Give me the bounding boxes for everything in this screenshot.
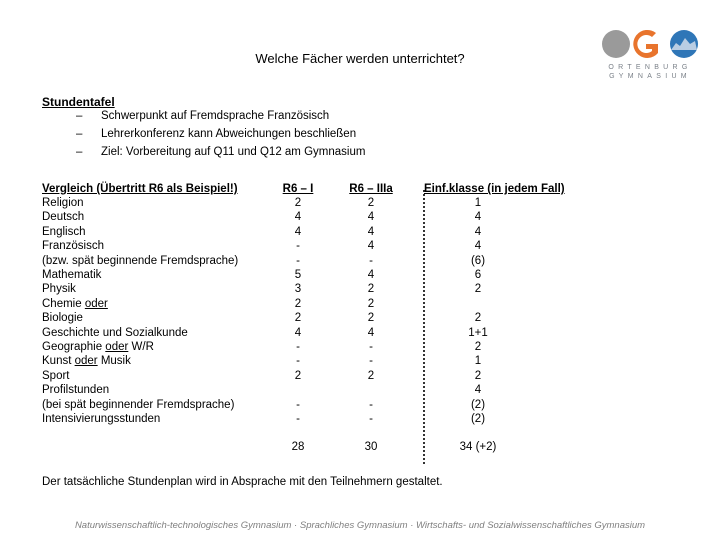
value-r6-i: 3 [294,283,302,296]
school-logo [600,25,700,80]
value-r6-i: 2 [294,197,302,209]
subject-oder: oder [105,341,129,353]
subject-cell: (bzw. spät beginnende Fremdsprache) [42,254,239,267]
footnote: Der tatsächliche Stundenplan wird in Absprache mit den Teilnehmern gestaltet. [42,476,443,488]
subject-cell: Mathematik [42,269,102,281]
value-r6-i: - [296,413,300,425]
value-r6-iiia: 4 [367,326,375,339]
logo-letters-graphic [600,25,700,63]
value-r6-i: 2 [294,297,302,310]
subject-oder: oder [84,297,108,310]
value-r6-i: 4 [294,326,302,339]
value-einfuehrungsklasse: 4 [474,211,482,224]
subject-cell: Intensivierungsstunden [42,413,161,425]
bullet-text: Lehrerkonferenz kann Abweichungen beschließen [101,128,357,140]
value-einfuehrungsklasse: 1+1 [468,326,488,339]
subject-cell: Religion [42,197,84,209]
value-r6-iiia: 4 [367,240,375,253]
value-r6-iiia: 2 [367,283,375,296]
value-einfuehrungsklasse: 2 [474,283,482,296]
value-r6-iiia: 2 [367,297,375,310]
value-r6-iiia: - [369,341,373,353]
value-r6-iiia: 2 [367,197,375,209]
value-einfuehrungsklasse: 4 [474,240,482,253]
value-r6-iiia: - [369,398,373,411]
value-r6-i: - [296,341,300,353]
subject-cell: Physik [42,283,76,296]
value-r6-i: - [296,398,300,411]
total-r6-iiia: 30 [364,441,378,453]
subject-cell: Biologie [42,312,83,325]
subject-text-suffix: W/R [128,341,154,353]
subject-text: Geographie [42,341,106,353]
value-einfuehrungsklasse: (2) [470,413,486,425]
school-branches-footer: Naturwissenschaftlich-technologisches Gymnasium · Sprachliches Gymnasium · Wirtschafts- und Sozialwissenschaftliches Gymnasium [74,520,646,531]
subject-cell: Geschichte und Sozialkunde [42,326,188,339]
value-r6-iiia: - [369,413,373,425]
value-einfuehrungsklasse: 4 [474,384,482,397]
subject-cell [42,341,154,353]
value-r6-i: 4 [294,211,302,224]
subject-cell: Profilstunden [42,384,110,397]
subject-cell: Sport [42,369,70,382]
value-r6-i: 5 [294,269,302,281]
subject-cell: Deutsch [42,211,85,224]
slide-title: Welche Fächer werden unterrichtet? [255,51,465,66]
subject-cell: Englisch [42,225,86,238]
subject-text: Kunst [42,355,75,368]
value-r6-i: - [296,355,300,368]
subject-text: Chemie [42,297,85,310]
section-heading: Stundentafel [42,95,115,109]
subject-cell [42,298,108,310]
subject-cell: Französisch [42,240,104,253]
total-r6-i: 28 [291,441,305,453]
bullet-dash: – [76,128,83,140]
subject-text-suffix: Musik [97,355,131,368]
header-col-einfuehrungsklasse: Einf.klasse (in jedem Fall) [424,183,565,195]
value-einfuehrungsklasse: 1 [474,197,482,209]
bullet-dash: – [76,146,83,158]
header-col-r6-iiia: R6 – IIIa [349,183,393,195]
value-einfuehrungsklasse: 2 [474,312,482,325]
bullet-text: Schwerpunkt auf Fremdsprache Französisch [101,110,330,122]
subject-cell: (bei spät beginnender Fremdsprache) [42,398,235,411]
value-r6-iiia: 4 [367,225,375,238]
value-r6-i: 2 [294,369,302,382]
value-r6-iiia: 2 [367,369,375,382]
value-r6-iiia: - [369,254,373,267]
value-einfuehrungsklasse: 4 [474,225,482,238]
value-r6-iiia: - [369,355,373,368]
value-einfuehrungsklasse: (6) [470,254,486,267]
value-einfuehrungsklasse: 2 [474,369,482,382]
total-einfuehrungsklasse: 34 (+2) [459,441,497,453]
subject-cell [42,355,131,367]
value-r6-iiia: 2 [367,312,375,325]
value-einfuehrungsklasse: (2) [470,398,486,411]
logo-text-line1: ORTENBURG [608,64,692,71]
value-einfuehrungsklasse: 1 [474,355,482,368]
value-r6-i: 2 [294,312,302,325]
header-subject: Vergleich (Übertritt R6 als Beispiel!) [42,183,238,195]
value-r6-iiia: 4 [367,269,375,281]
value-einfuehrungsklasse: 2 [474,341,482,353]
value-einfuehrungsklasse: 6 [474,269,482,281]
value-r6-i: 4 [294,225,302,238]
logo-text-line2: GYMNASIUM [609,73,691,80]
subject-oder: oder [74,355,98,368]
header-col-r6-i: R6 – I [282,183,314,195]
value-r6-i: - [296,254,300,267]
value-r6-i: - [296,240,300,253]
bullet-text: Ziel: Vorbereitung auf Q11 und Q12 am Gymnasium [101,146,366,158]
dotted-column-divider [421,190,427,466]
bullet-dash: – [76,110,83,122]
value-r6-iiia: 4 [367,211,375,224]
